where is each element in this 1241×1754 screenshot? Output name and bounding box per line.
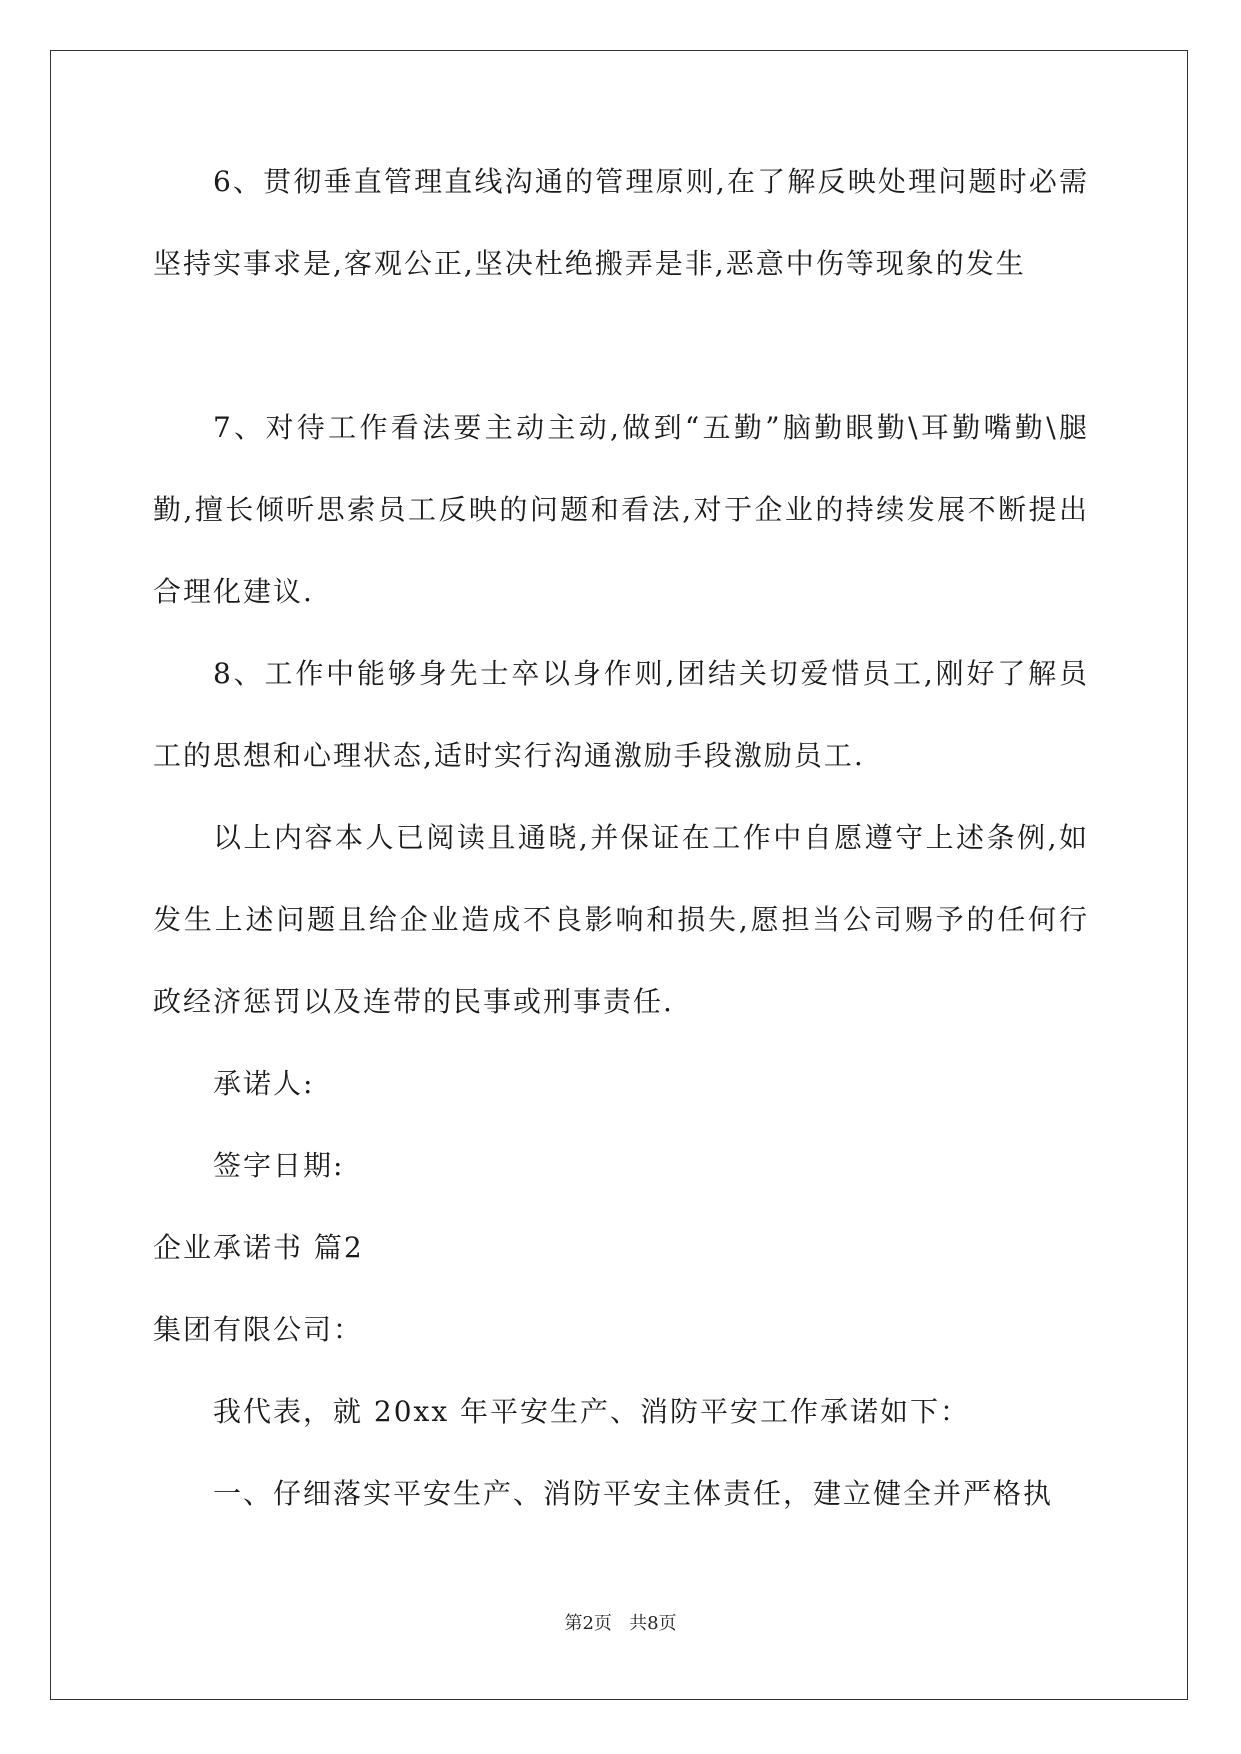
- pledge-intro: 我代表，就 20xx 年平安生产、消防平安工作承诺如下：: [213, 1395, 971, 1428]
- addressee-line: 集团有限公司：: [153, 1313, 364, 1346]
- signature-date-label: 签字日期:: [213, 1149, 345, 1182]
- paragraph-item-8: 8、工作中能够身先士卒以身作则,团结关切爱惜员工,刚好了解员工的思想和心理状态,适时实行沟通激励手段激励员工.: [153, 657, 1089, 772]
- paragraph-item-6: 6、贯彻垂直管理直线沟通的管理原则,在了解反映处理问题时必需坚持实事求是,客观公正,坚决杜绝搬弄是非,恶意中伤等现象的发生: [153, 165, 1089, 280]
- paragraph-pledge-statement: 以上内容本人已阅读且通晓,并保证在工作中自愿遵守上述条例,如发生上述问题且给企业造成不良影响和损失,愿担当公司赐予的任何行政经济惩罚以及连带的民事或刑事责任.: [153, 821, 1089, 1018]
- paragraph-item-7: 7、对待工作看法要主动主动,做到“五勤”脑勤眼勤\耳勤嘴勤\腿勤,擅长倾听思索员工反映的问题和看法,对于企业的持续发展不断提出合理化建议.: [153, 411, 1089, 608]
- promisor-label: 承诺人:: [213, 1067, 315, 1100]
- section-heading: 企业承诺书 篇2: [153, 1231, 364, 1264]
- page-number-footer: 第2页 共8页: [564, 1613, 677, 1634]
- pledge-item-1: 一、仔细落实平安生产、消防平安主体责任，建立健全并严格执: [213, 1477, 1054, 1510]
